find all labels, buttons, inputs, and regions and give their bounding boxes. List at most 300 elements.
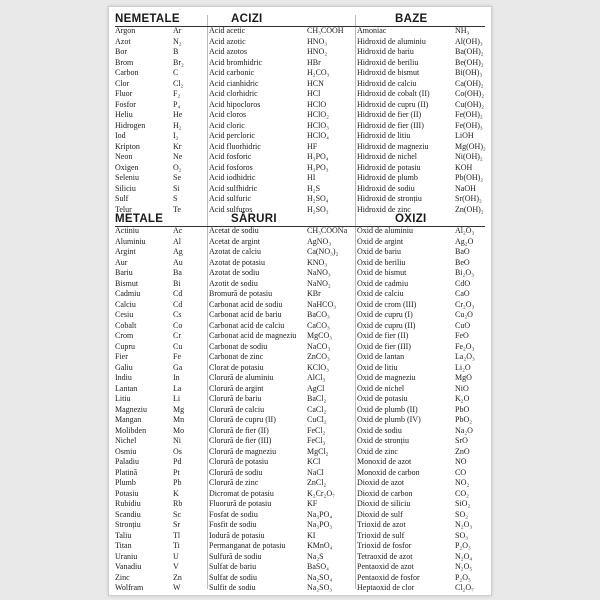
compound-name: Acid fosforos (209, 162, 253, 172)
table-row (115, 573, 485, 584)
header-saruri: SĂRURI (231, 213, 277, 225)
compound-name: Dioxid de carbon (357, 488, 413, 498)
table-row (115, 583, 485, 594)
compound-formula: CO₂ (455, 488, 469, 498)
header-baze: BAZE (395, 13, 428, 25)
compound-name: Carbonat acid de bariu (209, 310, 282, 319)
compound-formula: KOH (455, 162, 473, 172)
compound-name: Dioxid de sulf (357, 509, 403, 519)
element-name: Indiu (115, 373, 132, 382)
compound-formula: NO₂ (455, 478, 470, 487)
table-row (115, 58, 485, 69)
header-nemetale: NEMETALE (115, 13, 180, 25)
compound-name: Pentaoxid de azot (357, 562, 414, 571)
compound-formula: NaNO₂ (307, 278, 331, 288)
compound-name: Acetat de sodiu (209, 226, 259, 235)
compound-formula: NaHCO₃ (307, 299, 337, 309)
compound-formula: SrO (455, 436, 468, 445)
compound-name: Clorură de fier (II) (209, 425, 269, 435)
table-row (115, 47, 485, 58)
compound-formula: FeCl₃ (307, 436, 326, 445)
compound-formula: HCl (307, 89, 321, 98)
table-row (115, 342, 485, 353)
table-row (115, 384, 485, 395)
element-name: Argon (115, 26, 136, 35)
element-name: Bor (115, 47, 127, 56)
element-name: Uraniu (115, 551, 138, 561)
compound-formula: ZnCO₃ (307, 352, 330, 361)
element-symbol: Pt (173, 467, 180, 477)
compound-name: Acid sulfuric (209, 194, 251, 203)
table-row (115, 226, 485, 237)
table-row (115, 131, 485, 142)
element-name: Crom (115, 331, 134, 340)
compound-name: Sulfură de sodiu (209, 551, 262, 561)
header-acizi: ACIZI (231, 13, 263, 25)
compound-name: Acid fluorhidric (209, 141, 261, 151)
compound-formula: HClO (307, 99, 327, 109)
compound-name: Acid cloros (209, 110, 247, 119)
element-name: Hidrogen (115, 120, 146, 130)
table-row (115, 373, 485, 384)
compound-formula: CdO (455, 278, 471, 288)
element-name: Bismut (115, 278, 139, 288)
table-row (115, 194, 485, 205)
compound-formula: Na₃PO₃ (307, 520, 333, 529)
table-row (115, 237, 485, 248)
element-symbol: Zn (173, 572, 182, 582)
compound-formula: SiO₂ (455, 499, 471, 508)
element-symbol: Sr (173, 520, 181, 529)
compound-formula: H₂SO₃ (307, 204, 329, 214)
element-name: Telur (115, 204, 132, 214)
compound-name: Acid iodhidric (209, 173, 256, 182)
element-name: Galiu (115, 362, 133, 372)
compound-name: Hidroxid de fier (III) (357, 120, 424, 130)
compound-name: Hidroxid de stronțiu (357, 194, 422, 203)
compound-name: Heptaoxid de clor (357, 583, 415, 592)
element-symbol: Ti (173, 541, 180, 550)
element-symbol: Cu (173, 341, 183, 351)
compound-formula: CH₃COONa (307, 226, 348, 235)
table-row (115, 163, 485, 174)
element-name: Brom (115, 57, 134, 67)
table-row (115, 289, 485, 300)
compound-formula: N₂O₄ (455, 551, 473, 561)
element-name: Scandiu (115, 509, 141, 519)
element-symbol: Br₂ (173, 57, 184, 67)
compound-name: Hidroxid de plumb (357, 173, 418, 182)
bottom-rows (115, 226, 485, 594)
compound-formula: KF (307, 499, 318, 508)
compound-name: Acid sulfuros (209, 204, 253, 214)
table-row (115, 541, 485, 552)
compound-formula: PbO (455, 404, 470, 414)
compound-formula: CaCO₃ (307, 320, 330, 330)
compound-name: Carbonat acid de sodiu (209, 299, 283, 309)
compound-name: Acid cloric (209, 120, 245, 130)
compound-name: Hidroxid de aluminiu (357, 36, 426, 46)
table-row (115, 152, 485, 163)
compound-name: Hidroxid de bariu (357, 47, 414, 56)
element-name: Taliu (115, 530, 132, 540)
section-header (115, 213, 485, 226)
element-symbol: Pd (173, 457, 182, 466)
compound-name: Acid azotic (209, 36, 246, 46)
element-name: Nichel (115, 436, 137, 445)
element-symbol: Si (173, 183, 180, 193)
compound-formula: HClO₂ (307, 110, 329, 119)
compound-name: Azotat de calciu (209, 247, 261, 256)
compound-name: Pentaoxid de fosfor (357, 572, 420, 582)
compound-name: Trioxid de sulf (357, 530, 405, 540)
table-row (115, 562, 485, 573)
element-symbol: Sc (173, 509, 181, 519)
compound-name: Trioxid de fosfor (357, 541, 412, 550)
compound-name: Hidroxid de nichel (357, 152, 417, 161)
compound-name: Oxid de lantan (357, 352, 405, 361)
element-name: Azot (115, 36, 131, 46)
element-name: Platină (115, 467, 138, 477)
compound-name: Hidroxid de potasiu (357, 162, 421, 172)
compound-formula: AgCl (307, 383, 325, 393)
compound-formula: Ag₂O (455, 236, 474, 246)
compound-formula: H₂CO₃ (307, 68, 330, 77)
compound-formula: Fe(OH)₂ (455, 110, 483, 119)
compound-name: Oxid de cupru (I) (357, 310, 413, 319)
compound-name: Clorură de aluminiu (209, 373, 274, 382)
compound-name: Hidroxid de zinc (357, 204, 411, 214)
element-name: Molibden (115, 425, 147, 435)
compound-formula: Mg(OH)₂ (455, 141, 486, 151)
element-name: Cesiu (115, 310, 134, 319)
element-symbol: Tl (173, 530, 181, 540)
compound-name: Oxid de crom (III) (357, 299, 417, 309)
compound-name: Clorură de magneziu (209, 446, 277, 456)
compound-formula: KCl (307, 457, 321, 466)
compound-formula: LiOH (455, 131, 474, 140)
element-name: Carbon (115, 68, 139, 77)
element-symbol: Os (173, 446, 182, 456)
compound-formula: BaCO₃ (307, 310, 330, 319)
compound-formula: HCN (307, 78, 324, 88)
compound-name: Azotat de potasiu (209, 257, 265, 267)
compound-formula: Cl₂O₇ (455, 583, 474, 592)
compound-name: Acid acetic (209, 26, 246, 35)
element-symbol: Cl₂ (173, 78, 184, 88)
compound-name: Oxid de litiu (357, 362, 398, 372)
compound-formula: Al₂O₃ (455, 226, 475, 235)
element-name: Seleniu (115, 173, 139, 182)
table-row (115, 352, 485, 363)
table-row (115, 279, 485, 290)
compound-formula: Ca(NO₃)₂ (307, 247, 339, 256)
element-symbol: Ga (173, 362, 183, 372)
compound-name: Oxid de plumb (IV) (357, 415, 421, 424)
table-row (115, 520, 485, 531)
compound-name: Sulfat de sodiu (209, 572, 257, 582)
table-row (115, 110, 485, 121)
element-name: Osmiu (115, 446, 137, 456)
compound-name: Clorură de fier (III) (209, 436, 272, 445)
compound-name: Oxid de argint (357, 236, 404, 246)
compound-name: Oxid de cupru (II) (357, 320, 416, 330)
element-name: Fier (115, 352, 128, 361)
element-name: Zinc (115, 572, 130, 582)
element-symbol: Pb (173, 478, 182, 487)
element-name: Cupru (115, 341, 135, 351)
compound-name: Acid clorhidric (209, 89, 258, 98)
compound-formula: H₂S (307, 183, 321, 193)
compound-name: Clorură de cupru (II) (209, 415, 276, 424)
compound-formula: K₂Cr₂O₇ (307, 488, 335, 498)
compound-name: Acid percloric (209, 131, 255, 140)
compound-name: Acid cianhidric (209, 78, 259, 88)
element-symbol: S (173, 194, 178, 203)
element-symbol: Fe (173, 352, 181, 361)
table-row (115, 363, 485, 374)
compound-formula: CO (455, 467, 467, 477)
table-row (115, 121, 485, 132)
element-symbol: Rb (173, 499, 183, 508)
compound-formula: FeCl₂ (307, 425, 326, 435)
compound-name: Carbonat de sodiu (209, 341, 268, 351)
compound-formula: SO₃ (455, 530, 469, 540)
element-name: Aluminiu (115, 236, 146, 246)
compound-formula: N₂O₅ (455, 562, 473, 571)
compound-formula: HI (307, 173, 316, 182)
compound-name: Fosfat de sodiu (209, 509, 258, 519)
table-row (115, 184, 485, 195)
element-name: Bariu (115, 268, 133, 277)
compound-formula: FeO (455, 331, 469, 340)
compound-name: Azotit de sodiu (209, 278, 258, 288)
table-row (115, 26, 485, 37)
compound-formula: HNO₂ (307, 47, 328, 56)
compound-name: Permanganat de potasiu (209, 541, 286, 550)
element-symbol: H₂ (173, 120, 182, 130)
compound-formula: ZnO (455, 446, 470, 456)
compound-name: Fluorură de potasiu (209, 499, 272, 508)
compound-formula: Na₂O (455, 425, 473, 435)
compound-formula: Al(OH)₃ (455, 36, 483, 46)
element-name: Magneziu (115, 404, 147, 414)
compound-formula: H₃PO₃ (307, 162, 329, 172)
table-row (115, 89, 485, 100)
element-name: Cobalt (115, 320, 137, 330)
compound-formula: Na₂SO₄ (307, 572, 333, 582)
element-symbol: K (173, 488, 179, 498)
element-symbol: Ar (173, 26, 182, 35)
element-symbol: La (173, 383, 182, 393)
element-symbol: U (173, 551, 179, 561)
compound-name: Sulfat de bariu (209, 562, 257, 571)
compound-name: Hidroxid de fier (II) (357, 110, 422, 119)
table-row (115, 321, 485, 332)
table-row (115, 552, 485, 563)
chemistry-reference-sheet (108, 6, 492, 596)
element-name: Clor (115, 78, 130, 88)
compound-name: Clorură de bariu (209, 394, 262, 403)
compound-name: Oxid de beriliu (357, 257, 406, 267)
element-name: Aur (115, 257, 128, 267)
compound-name: Carbonat acid de calciu (209, 320, 285, 330)
element-name: Kripton (115, 141, 140, 151)
element-symbol: Ba (173, 268, 182, 277)
compound-formula: HBr (307, 57, 321, 67)
compound-name: Acid azotos (209, 47, 247, 56)
element-symbol: Ne (173, 152, 183, 161)
compound-name: Carbonat de zinc (209, 352, 264, 361)
element-symbol: O₂ (173, 162, 182, 172)
compound-formula: PbO₂ (455, 415, 473, 424)
compound-name: Acid sulfhidric (209, 183, 258, 193)
compound-name: Oxid de aluminiu (357, 226, 413, 235)
compound-name: Carbonat acid de magneziu (209, 331, 297, 340)
compound-name: Bromură de potasiu (209, 289, 273, 298)
table-row (115, 447, 485, 458)
element-name: Cadmiu (115, 289, 141, 298)
compound-name: Hidroxid de sodiu (357, 183, 415, 193)
compound-formula: Ba(OH)₂ (455, 47, 484, 56)
compound-name: Oxid de bismut (357, 268, 407, 277)
compound-formula: KBr (307, 289, 321, 298)
compound-name: Oxid de sodiu (357, 425, 402, 435)
compound-formula: KI (307, 530, 316, 540)
table-row (115, 426, 485, 437)
compound-formula: H₃PO₄ (307, 152, 329, 161)
compound-formula: Cu(OH)₂ (455, 99, 485, 109)
table-row (115, 331, 485, 342)
compound-name: Hidroxid de litiu (357, 131, 411, 140)
element-name: Stronțiu (115, 520, 141, 529)
table-row (115, 268, 485, 279)
compound-name: Acetat de argint (209, 236, 260, 246)
element-symbol: In (173, 373, 180, 382)
compound-name: Clorură de argint (209, 383, 264, 393)
compound-formula: N₂O₃ (455, 520, 473, 529)
element-symbol: N₂ (173, 36, 182, 46)
compound-formula: Be(OH)₂ (455, 57, 484, 67)
compound-name: Sulfit de sodiu (209, 583, 256, 592)
compound-name: Oxid de stronțiu (357, 436, 409, 445)
element-symbol: Te (173, 204, 181, 214)
element-name: Lantan (115, 383, 138, 393)
compound-formula: Zn(OH)₂ (455, 204, 484, 214)
table-row (115, 394, 485, 405)
compound-name: Iodură de potasiu (209, 530, 265, 540)
table-row (115, 499, 485, 510)
compound-formula: K₂O (455, 394, 470, 403)
element-symbol: Ag (173, 247, 183, 256)
element-symbol: Kr (173, 141, 182, 151)
compound-formula: CH₃COOH (307, 26, 344, 35)
table-row (115, 531, 485, 542)
table-row (115, 457, 485, 468)
element-name: Titan (115, 541, 132, 550)
compound-formula: Cu₂O (455, 310, 473, 319)
element-name: Sulf (115, 194, 129, 203)
compound-formula: HClO₄ (307, 131, 329, 140)
table-row (115, 79, 485, 90)
element-name: Vanadiu (115, 562, 142, 571)
compound-formula: AlCl₃ (307, 373, 326, 382)
compound-formula: NaOH (455, 183, 476, 193)
element-name: Mangan (115, 415, 142, 424)
compound-name: Azotat de sodiu (209, 268, 260, 277)
compound-name: Acid bromhidric (209, 57, 263, 67)
element-name: Litiu (115, 394, 131, 403)
compound-formula: MgCO₃ (307, 331, 333, 340)
top-rows (115, 26, 485, 215)
compound-formula: Cr₂O₃ (455, 299, 475, 309)
compound-formula: NaNO₃ (307, 268, 331, 277)
element-symbol: V (173, 562, 179, 571)
compound-formula: Ni(OH)₂ (455, 152, 483, 161)
compound-formula: Fe₂O₃ (455, 341, 475, 351)
table-row (115, 478, 485, 489)
table-row (115, 510, 485, 521)
compound-formula: CuCl₂ (307, 415, 327, 424)
top-section (115, 13, 485, 215)
compound-formula: Na₂SO₃ (307, 583, 333, 592)
compound-name: Acid carbonic (209, 68, 255, 77)
element-symbol: Co (173, 320, 183, 330)
compound-name: Monoxid de carbon (357, 467, 420, 477)
compound-formula: SO₂ (455, 509, 469, 519)
compound-formula: Pb(OH)₂ (455, 173, 484, 182)
header-metale: METALE (115, 213, 164, 225)
compound-formula: AgNO₃ (307, 236, 332, 246)
compound-formula: MgCl₂ (307, 446, 329, 456)
element-symbol: Ac (173, 226, 183, 235)
compound-name: Acid hipocloros (209, 99, 261, 109)
element-name: Actiniu (115, 226, 139, 235)
element-symbol: Se (173, 173, 181, 182)
element-name: Argint (115, 247, 136, 256)
element-name: Paladiu (115, 457, 139, 466)
element-symbol: Cd (173, 289, 183, 298)
table-row (115, 489, 485, 500)
compound-name: Tetraoxid de azot (357, 551, 413, 561)
compound-formula: BeO (455, 257, 470, 267)
element-name: Heliu (115, 110, 133, 119)
compound-formula: Fe(OH)₃ (455, 120, 483, 130)
compound-formula: BaSO₄ (307, 562, 329, 571)
element-symbol: Mg (173, 404, 185, 414)
compound-formula: NH₃ (455, 26, 470, 35)
element-name: Siliciu (115, 183, 136, 193)
compound-name: Oxid de fier (II) (357, 331, 409, 340)
compound-name: Oxid de bariu (357, 247, 401, 256)
compound-name: Oxid de magneziu (357, 373, 416, 382)
compound-name: Oxid de nichel (357, 383, 405, 393)
compound-formula: Sr(OH)₂ (455, 194, 482, 203)
element-symbol: Au (173, 257, 183, 267)
compound-name: Amoniac (357, 26, 387, 35)
compound-formula: Na₂S (307, 551, 324, 561)
compound-name: Monoxid de azot (357, 457, 412, 466)
table-row (115, 300, 485, 311)
element-name: Plumb (115, 478, 136, 487)
compound-name: Trioxid de azot (357, 520, 406, 529)
compound-formula: CaCl₂ (307, 404, 327, 414)
compound-name: Dioxid de azot (357, 478, 405, 487)
table-row (115, 37, 485, 48)
compound-name: Acid fosforic (209, 152, 252, 161)
compound-name: Oxid de zinc (357, 446, 398, 456)
compound-formula: BaO (455, 247, 470, 256)
